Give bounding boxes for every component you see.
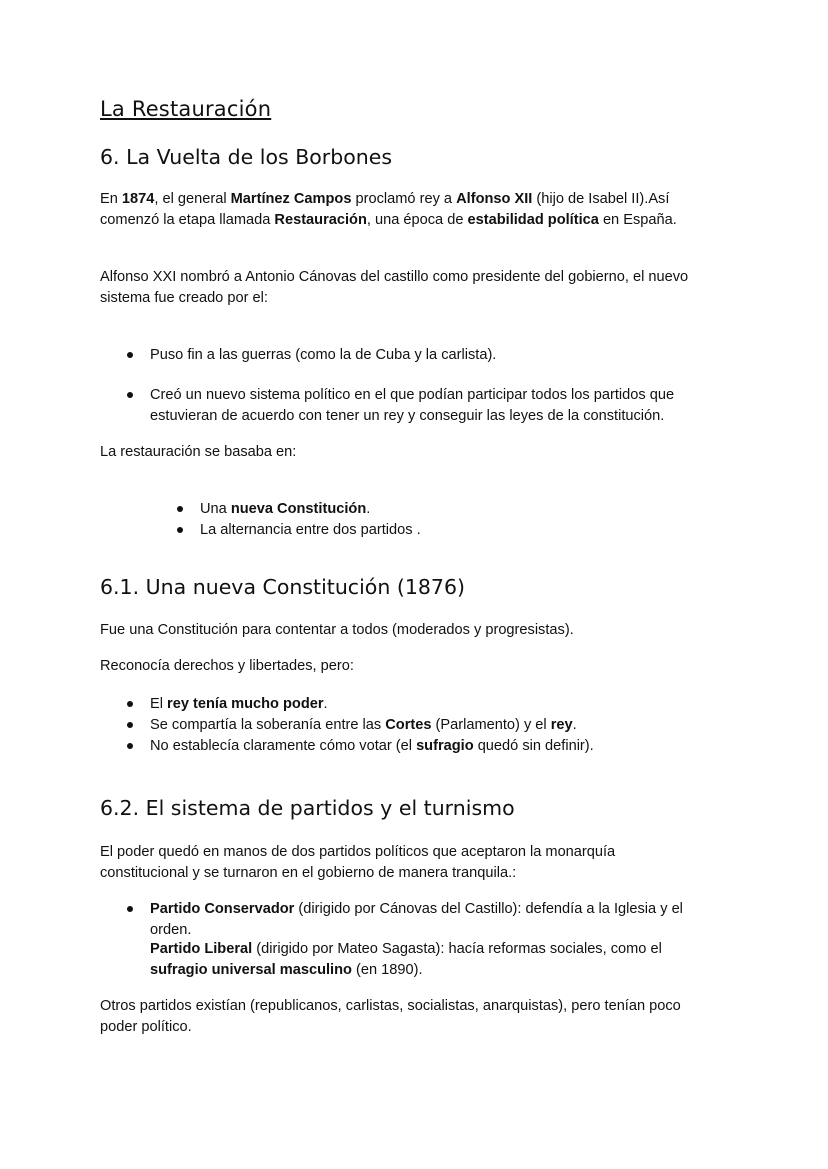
section-6-paragraph-3: La restauración se basaba en: bbox=[100, 444, 297, 460]
list-item-continuation: orden. bbox=[150, 922, 192, 938]
document-title: La Restauración bbox=[100, 97, 272, 121]
section-6-2-heading: 6.2. El sistema de partidos y el turnismo bbox=[100, 796, 515, 820]
bullet-icon bbox=[127, 352, 133, 358]
section-6-1-heading: 6.1. Una nueva Constitución (1876) bbox=[100, 575, 465, 599]
bold-term: rey bbox=[550, 717, 573, 733]
bullet-icon bbox=[177, 527, 183, 533]
list-item: Creó un nuevo sistema político en el que podían participar todos los partidos que bbox=[150, 387, 675, 403]
bold-name: Alfonso XII bbox=[456, 191, 533, 207]
bold-term: sufragio bbox=[416, 738, 474, 754]
list-item bbox=[150, 899, 683, 920]
list-item-continuation: estuvieran de acuerdo con tener un rey y conseguir las leyes de la constitución. bbox=[150, 408, 665, 424]
section-6-heading: 6. La Vuelta de los Borbones bbox=[100, 145, 393, 169]
text: proclamó rey a bbox=[351, 191, 457, 207]
section-6-2-paragraph-2-line-2: poder político. bbox=[100, 1019, 192, 1035]
list-item: Puso fin a las guerras (como la de Cuba y la carlista). bbox=[150, 347, 497, 363]
section-6-2-paragraph-1-line-1: El poder quedó en manos de dos partidos políticos que aceptaron la monarquía bbox=[100, 844, 616, 860]
bold-party: Partido Liberal bbox=[150, 941, 253, 957]
text: . bbox=[323, 696, 328, 712]
list-item: La alternancia entre dos partidos . bbox=[200, 522, 421, 538]
list-item bbox=[150, 715, 577, 736]
text: (dirigido por Mateo Sagasta): hacía reformas sociales, como el bbox=[252, 941, 662, 957]
list-item-continuation bbox=[150, 960, 423, 981]
bold-term: sufragio universal masculino bbox=[150, 962, 352, 978]
bullet-icon bbox=[127, 392, 133, 398]
section-6-paragraph-1-line-1 bbox=[100, 189, 669, 210]
bold-term: Cortes bbox=[385, 717, 432, 733]
bullet-icon bbox=[177, 506, 183, 512]
section-6-1-paragraph-2: Reconocía derechos y libertades, pero: bbox=[100, 658, 354, 674]
text: No establecía claramente cómo votar (el bbox=[150, 738, 417, 754]
bold-name: Martínez Campos bbox=[230, 191, 352, 207]
list-item-continuation bbox=[150, 939, 662, 960]
text: (hijo de Isabel II).Así bbox=[532, 191, 670, 207]
list-item bbox=[150, 736, 594, 757]
bold-term: rey tenía mucho poder bbox=[167, 696, 324, 712]
bold-party: Partido Conservador bbox=[150, 901, 295, 917]
bold-year: 1874 bbox=[121, 191, 155, 207]
text: El bbox=[150, 696, 168, 712]
text: , el general bbox=[154, 191, 231, 207]
section-6-paragraph-1-line-2 bbox=[100, 210, 677, 231]
text: (dirigido por Cánovas del Castillo): defendía a la Iglesia y el bbox=[294, 901, 683, 917]
text: En bbox=[100, 191, 122, 207]
bold-term: nueva Constitución bbox=[230, 501, 367, 517]
bullet-icon bbox=[127, 722, 133, 728]
bullet-icon bbox=[127, 701, 133, 707]
text: (en 1890). bbox=[351, 962, 423, 978]
bullet-icon bbox=[127, 906, 133, 912]
section-6-2-paragraph-2-line-1: Otros partidos existían (republicanos, carlistas, socialistas, anarquistas), pero tenían poco bbox=[100, 998, 681, 1014]
text: comenzó la etapa llamada bbox=[100, 212, 275, 228]
bold-term: Restauración bbox=[274, 212, 367, 228]
list-item bbox=[150, 694, 328, 715]
text: , una época de bbox=[366, 212, 468, 228]
text: en España. bbox=[598, 212, 677, 228]
section-6-1-paragraph-1: Fue una Constitución para contentar a todos (moderados y progresistas). bbox=[100, 622, 574, 638]
text: (Parlamento) y el bbox=[431, 717, 551, 733]
text: . bbox=[366, 501, 371, 517]
section-6-paragraph-2-line-2: sistema fue creado por el: bbox=[100, 290, 268, 306]
bold-term: estabilidad política bbox=[467, 212, 599, 228]
section-6-paragraph-2-line-1: Alfonso XXI nombró a Antonio Cánovas del castillo como presidente del gobierno, el nuevo bbox=[100, 269, 689, 285]
text: quedó sin definir). bbox=[473, 738, 594, 754]
list-item bbox=[200, 499, 370, 520]
bullet-icon bbox=[127, 743, 133, 749]
text: Una bbox=[200, 501, 231, 517]
text: Se compartía la soberanía entre las bbox=[150, 717, 386, 733]
section-6-2-paragraph-1-line-2: constitucional y se turnaron en el gobierno de manera tranquila.: bbox=[100, 865, 517, 881]
text: . bbox=[572, 717, 577, 733]
